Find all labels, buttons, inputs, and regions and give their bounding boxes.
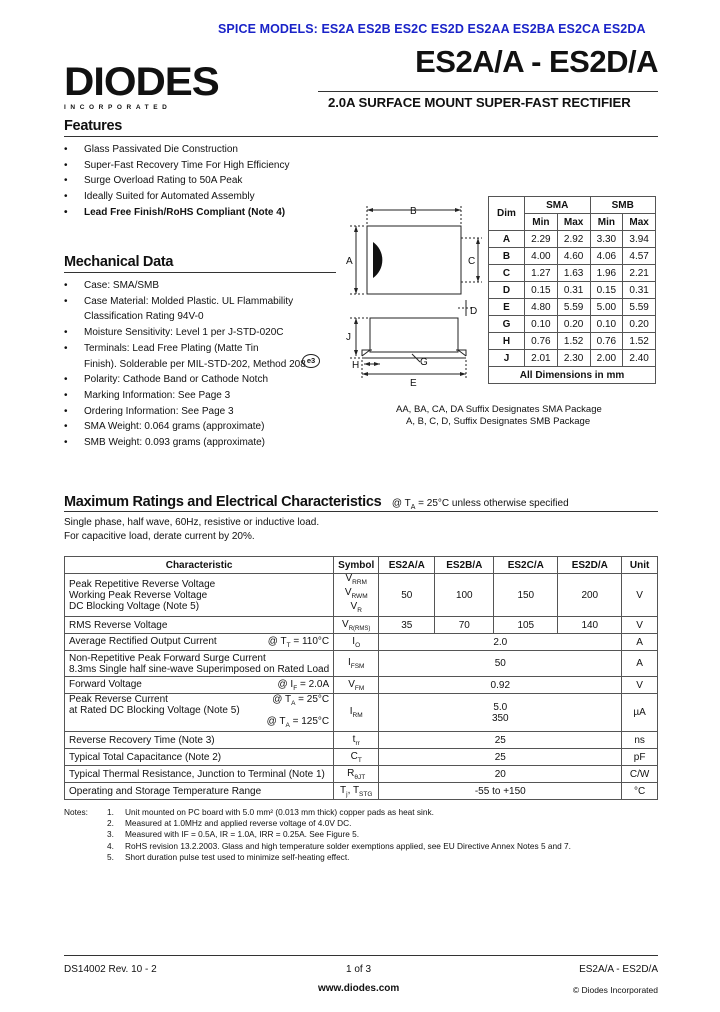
- min-header: Min: [590, 214, 623, 231]
- list-item: • Glass Passivated Die Construction: [64, 142, 324, 158]
- line: [69, 694, 329, 705]
- sym-sub: rr: [355, 739, 360, 747]
- unit-cell: pF: [622, 749, 658, 766]
- list-item: [107, 807, 658, 818]
- note-number: 1.: [107, 807, 114, 817]
- value: 5.0: [493, 701, 508, 713]
- cell: 2.21: [623, 265, 656, 282]
- unit-cell: °C: [622, 783, 658, 800]
- condition: [277, 679, 329, 692]
- table-row: [489, 333, 656, 350]
- sym: V: [344, 587, 352, 598]
- cond-rest: = 2.0A: [297, 678, 330, 690]
- cell: 4.57: [623, 248, 656, 265]
- characteristic-cell: Typical Thermal Resistance, Junction to Terminal (Note 1): [65, 766, 334, 783]
- cell: 5.00: [590, 299, 623, 316]
- smb-header: SMB: [590, 197, 656, 214]
- symbol: [338, 574, 374, 588]
- spice-models-line: SPICE MODELS: ES2A ES2B ES2C ES2D ES2AA ES2BA ES2CA ES2DA: [218, 22, 646, 36]
- max-header: Max: [557, 214, 590, 231]
- cell: 2.29: [525, 231, 558, 248]
- item-text: Case Material: Molded Plastic. UL Flammability: [84, 295, 294, 307]
- sym-sub: FSM: [350, 663, 365, 670]
- item-text-cont: Classification Rating 94V-0: [84, 311, 204, 323]
- text: Average Rectified Output Current: [69, 635, 217, 647]
- cell: G: [489, 316, 525, 333]
- sym: I: [349, 706, 353, 717]
- cell: 3.94: [623, 231, 656, 248]
- cell: 2.01: [525, 350, 558, 367]
- part-title: ES2A/A - ES2D/A: [415, 44, 658, 79]
- item-text: Terminals: Lead Free Plating (Matte Tin: [84, 342, 259, 354]
- mechanical-heading: Mechanical Data: [64, 254, 174, 270]
- value-cell: 2.0: [379, 634, 622, 651]
- dim-label-j: J: [346, 332, 351, 343]
- value-cell: 35: [379, 617, 435, 634]
- value-cell: 150: [494, 574, 558, 617]
- dim-label-h: H: [352, 360, 360, 371]
- website-link[interactable]: www.diodes.com: [318, 983, 400, 994]
- cell: 0.10: [590, 316, 623, 333]
- cell: B: [489, 248, 525, 265]
- symbol-cell: [334, 651, 379, 677]
- dim-label-e: E: [410, 378, 417, 389]
- sym-sub: T: [357, 756, 362, 764]
- cell: 1.52: [557, 333, 590, 350]
- symbol-cell: [334, 617, 379, 634]
- dim-label-d: D: [470, 306, 478, 317]
- sym-sub: j: [346, 790, 348, 798]
- symbol-cell: [334, 677, 379, 694]
- table-row: [65, 617, 658, 634]
- value: 350: [491, 712, 509, 724]
- text: Peak Reverse Current: [69, 694, 168, 705]
- sym-sub: θJT: [354, 773, 366, 781]
- list-item: [64, 388, 336, 404]
- sym-sub: STG: [359, 790, 373, 798]
- cond-rest: = 125°C: [289, 716, 330, 727]
- value-cell: -55 to +150: [379, 783, 622, 800]
- cond-rest: = 25°C unless otherwise specified: [415, 498, 569, 509]
- cond-rest: = 110°C: [290, 635, 330, 647]
- symbol-cell: [334, 732, 379, 749]
- text: at Rated DC Blocking Voltage (Note 5): [69, 705, 240, 716]
- text: Non-Repetitive Peak Forward Surge Current: [69, 652, 266, 664]
- ratings-intro-1: Single phase, half wave, 60Hz, resistive or inductive load.: [64, 517, 320, 528]
- list-item: [107, 829, 658, 840]
- suffix-note-1: AA, BA, CA, DA Suffix Designates SMA Package: [396, 404, 602, 415]
- table-row: [65, 574, 658, 617]
- unit-cell: ns: [622, 732, 658, 749]
- note-number: 3.: [107, 829, 114, 840]
- cell: D: [489, 282, 525, 299]
- min-header: Min: [525, 214, 558, 231]
- ratings-condition: [392, 498, 569, 509]
- symbol-cell: [334, 574, 379, 617]
- features-rule: [64, 136, 658, 137]
- item-text: Case: SMA/SMB: [84, 280, 160, 291]
- col-header: ES2D/A: [558, 557, 622, 574]
- characteristic-cell: [65, 634, 334, 651]
- cell: A: [489, 231, 525, 248]
- characteristic-cell: [65, 574, 334, 617]
- cell: E: [489, 299, 525, 316]
- symbol-cell: [334, 694, 379, 732]
- cell: 2.00: [590, 350, 623, 367]
- ratings-rule: [64, 511, 658, 512]
- unit-cell: C/W: [622, 766, 658, 783]
- diodes-logo: [64, 62, 239, 110]
- col-header: Symbol: [334, 557, 379, 574]
- note-text: RoHS revision 13.2.2003. Glass and high temperature solder exemptions applied, see EU Directive Annex Notes 5 and 7.: [125, 840, 571, 851]
- cell: 0.76: [525, 333, 558, 350]
- cell: 4.06: [590, 248, 623, 265]
- note-text: Short duration pulse test used to minimize self-heating effect.: [125, 851, 350, 862]
- cell: 1.63: [557, 265, 590, 282]
- characteristic-cell: [65, 677, 334, 694]
- value-cell: 200: [558, 574, 622, 617]
- mechanical-rule: [64, 272, 336, 273]
- cond-sub: A: [291, 700, 296, 707]
- list-item: [107, 852, 658, 863]
- cell: 0.76: [590, 333, 623, 350]
- unit-cell: A: [622, 651, 658, 677]
- cell: H: [489, 333, 525, 350]
- cell: 4.80: [525, 299, 558, 316]
- sym-sub: RRM: [352, 579, 367, 586]
- cell: J: [489, 350, 525, 367]
- col-header: ES2A/A: [379, 557, 435, 574]
- note-number: 4.: [107, 840, 114, 851]
- note-text: Measured at 1.0MHz and applied reverse voltage of 4.0V DC.: [125, 818, 352, 829]
- item-text-cont: Finish). Solderable per MIL-STD-202, Method 208: [84, 358, 306, 370]
- col-header: ES2C/A: [494, 557, 558, 574]
- unit-cell: µA: [622, 694, 658, 732]
- cond: @ T: [266, 716, 286, 727]
- title-rule: [318, 91, 658, 92]
- table-row: [489, 265, 656, 282]
- dimension-table: [488, 196, 656, 384]
- sma-header: SMA: [525, 197, 591, 214]
- logo-incorporated: INCORPORATED: [64, 104, 172, 111]
- cell: 2.92: [557, 231, 590, 248]
- list-item: [64, 404, 336, 420]
- item-text: SMA Weight: 0.064 grams (approximate): [84, 421, 265, 433]
- table-row: [65, 694, 658, 732]
- sym: V: [342, 618, 349, 630]
- sym: C: [350, 750, 358, 762]
- sym: T: [340, 784, 347, 796]
- list-item: • Super-Fast Recovery Time For High Efficiency: [64, 158, 324, 174]
- sym: V: [345, 573, 353, 584]
- notes-list: [107, 807, 658, 863]
- cell: 4.60: [557, 248, 590, 265]
- sym: I: [347, 657, 351, 668]
- table-row: [489, 231, 656, 248]
- list-item: [64, 294, 336, 325]
- dim-label-a: A: [346, 256, 353, 267]
- copyright: © Diodes Incorporated: [572, 985, 658, 995]
- document-subtitle: 2.0A SURFACE MOUNT SUPER-FAST RECTIFIER: [328, 95, 631, 110]
- characteristic-cell: RMS Reverse Voltage: [65, 617, 334, 634]
- sym-sub: FM: [354, 684, 365, 692]
- table-row: [489, 282, 656, 299]
- characteristic-cell: [65, 694, 334, 732]
- cell: 5.59: [623, 299, 656, 316]
- note-text: Measured with IF = 0.5A, IR = 1.0A, IRR = 0.25A. See Figure 5.: [125, 829, 360, 840]
- cell: 0.15: [590, 282, 623, 299]
- text: Peak Repetitive Reverse Voltage: [69, 578, 216, 590]
- dim-col-header: Dim: [489, 197, 525, 231]
- cond: @ T: [267, 635, 287, 647]
- sym-sub: R: [357, 607, 362, 614]
- ratings-table: [64, 556, 658, 800]
- package-outline-diagram: [340, 200, 488, 390]
- sym-sub: R(RMS): [348, 625, 371, 632]
- cell: 1.52: [623, 333, 656, 350]
- logo-wordmark: DIODES: [64, 60, 219, 104]
- table-row: [65, 749, 658, 766]
- sym: V: [350, 601, 358, 612]
- features-heading: Features: [64, 118, 123, 134]
- table-row: [489, 350, 656, 367]
- footer-rule: [64, 955, 658, 956]
- cond-sub: A: [410, 504, 416, 511]
- dim-label-b: B: [410, 206, 417, 217]
- list-item: [64, 278, 336, 294]
- cond-rest: = 25°C: [295, 694, 330, 705]
- sym: , T: [347, 784, 360, 796]
- list-item: [64, 419, 336, 435]
- max-header: Max: [623, 214, 656, 231]
- notes-label: Notes:: [64, 807, 88, 817]
- ratings-intro-2: For capacitive load, derate current by 20%.: [64, 531, 255, 542]
- unit-cell: A: [622, 634, 658, 651]
- symbol: [338, 588, 374, 602]
- table-row: [489, 316, 656, 333]
- sym-sub: O: [355, 641, 361, 649]
- sym-sub: RM: [352, 712, 363, 719]
- note-text: Unit mounted on PC board with 5.0 mm² (0.013 mm thick) copper pads as heat sink.: [125, 807, 434, 817]
- features-list: [64, 142, 324, 221]
- list-item: [107, 841, 658, 852]
- col-header: Unit: [622, 557, 658, 574]
- cond: @ I: [277, 678, 294, 690]
- item-text: Ordering Information: See Page 3: [84, 405, 234, 417]
- note-number: 2.: [107, 818, 114, 829]
- symbol-cell: [334, 783, 379, 800]
- notes-block: [64, 807, 658, 863]
- item-text: Marking Information: See Page 3: [84, 389, 231, 401]
- table-row: [489, 299, 656, 316]
- col-header: Characteristic: [65, 557, 334, 574]
- value-cell: 50: [379, 651, 622, 677]
- characteristic-cell: [65, 651, 334, 677]
- value-cell: 0.92: [379, 677, 622, 694]
- list-item: [64, 435, 336, 451]
- mechanical-list: [64, 278, 336, 451]
- cell: 5.59: [557, 299, 590, 316]
- cond-sub: A: [285, 722, 290, 729]
- cond-text: @ T: [391, 498, 411, 509]
- page-number: 1 of 3: [346, 964, 372, 975]
- suffix-note-2: A, B, C, D, Suffix Designates SMB Package: [406, 416, 591, 427]
- sym-sub: RWM: [351, 593, 368, 600]
- list-item: [64, 341, 336, 372]
- characteristic-cell: Operating and Storage Temperature Range: [65, 783, 334, 800]
- text: Forward Voltage: [69, 678, 142, 690]
- item-text: Moisture Sensitivity: Level 1 per J-STD-020C: [84, 327, 284, 339]
- cell: 0.15: [525, 282, 558, 299]
- cell: 4.00: [525, 248, 558, 265]
- dim-label-c: C: [468, 256, 476, 267]
- symbol-cell: [334, 749, 379, 766]
- cell: C: [489, 265, 525, 282]
- table-row: [65, 634, 658, 651]
- list-item: [64, 372, 336, 388]
- table-footer-row: [489, 367, 656, 384]
- table-row: [65, 783, 658, 800]
- sym: t: [352, 733, 356, 745]
- unit-cell: V: [622, 574, 658, 617]
- value-cell: 25: [379, 732, 622, 749]
- value-cell: 140: [558, 617, 622, 634]
- list-item: [64, 325, 336, 341]
- symbol: [338, 602, 374, 616]
- text: Working Peak Reverse Voltage: [69, 589, 208, 601]
- sym: I: [352, 635, 356, 647]
- symbol-cell: [334, 766, 379, 783]
- dim-table-footer: All Dimensions in mm: [489, 367, 656, 384]
- table-row: [489, 248, 656, 265]
- e3-mark-icon: e3: [302, 354, 320, 368]
- dim-label-g: G: [420, 357, 428, 368]
- col-header: ES2B/A: [435, 557, 494, 574]
- item-text: Polarity: Cathode Band or Cathode Notch: [84, 374, 268, 386]
- value-cell: 50: [379, 574, 435, 617]
- sym: V: [348, 678, 355, 690]
- characteristic-cell: Typical Total Capacitance (Note 2): [65, 749, 334, 766]
- cell: 3.30: [590, 231, 623, 248]
- cell: 0.31: [623, 282, 656, 299]
- cond-sub: T: [286, 641, 291, 649]
- cell: 0.20: [623, 316, 656, 333]
- cell: 0.31: [557, 282, 590, 299]
- cell: 0.10: [525, 316, 558, 333]
- symbol-cell: [334, 634, 379, 651]
- value-cell: [379, 694, 622, 732]
- note-number: 5.: [107, 851, 114, 862]
- value-cell: 105: [494, 617, 558, 634]
- value-cell: 100: [435, 574, 494, 617]
- value-cell: 70: [435, 617, 494, 634]
- table-row: [65, 732, 658, 749]
- item-text: SMB Weight: 0.093 grams (approximate): [84, 437, 266, 449]
- cell: 0.20: [557, 316, 590, 333]
- condition: [272, 694, 329, 709]
- cell: 2.40: [623, 350, 656, 367]
- characteristic-cell: Reverse Recovery Time (Note 3): [65, 732, 334, 749]
- sym: R: [347, 767, 355, 779]
- list-item: • Ideally Suited for Automated Assembly: [64, 189, 324, 205]
- value-cell: 20: [379, 766, 622, 783]
- unit-cell: V: [622, 677, 658, 694]
- list-item: [107, 818, 658, 829]
- cell: 1.27: [525, 265, 558, 282]
- doc-number: DS14002 Rev. 10 - 2: [64, 964, 157, 975]
- list-item: • Lead Free Finish/RoHS Compliant (Note 4): [64, 205, 324, 221]
- table-header-row: [65, 557, 658, 574]
- cond-sub: F: [293, 684, 298, 692]
- table-row: [65, 651, 658, 677]
- condition: [268, 636, 329, 649]
- ratings-heading: Maximum Ratings and Electrical Characteristics: [64, 494, 382, 510]
- list-item: • Surge Overload Rating to 50A Peak: [64, 173, 324, 189]
- table-row: [65, 677, 658, 694]
- text: DC Blocking Voltage (Note 5): [69, 600, 200, 612]
- ratings-heading-line: [64, 493, 569, 511]
- table-row: [65, 766, 658, 783]
- condition: [267, 716, 330, 731]
- value-cell: 25: [379, 749, 622, 766]
- text: 8.3ms Single half sine-wave Superimposed on Rated Load: [69, 663, 330, 675]
- cell: 1.96: [590, 265, 623, 282]
- footer-part: ES2A/A - ES2D/A: [579, 964, 658, 975]
- unit-cell: V: [622, 617, 658, 634]
- cell: 2.30: [557, 350, 590, 367]
- cond: @ T: [272, 694, 292, 705]
